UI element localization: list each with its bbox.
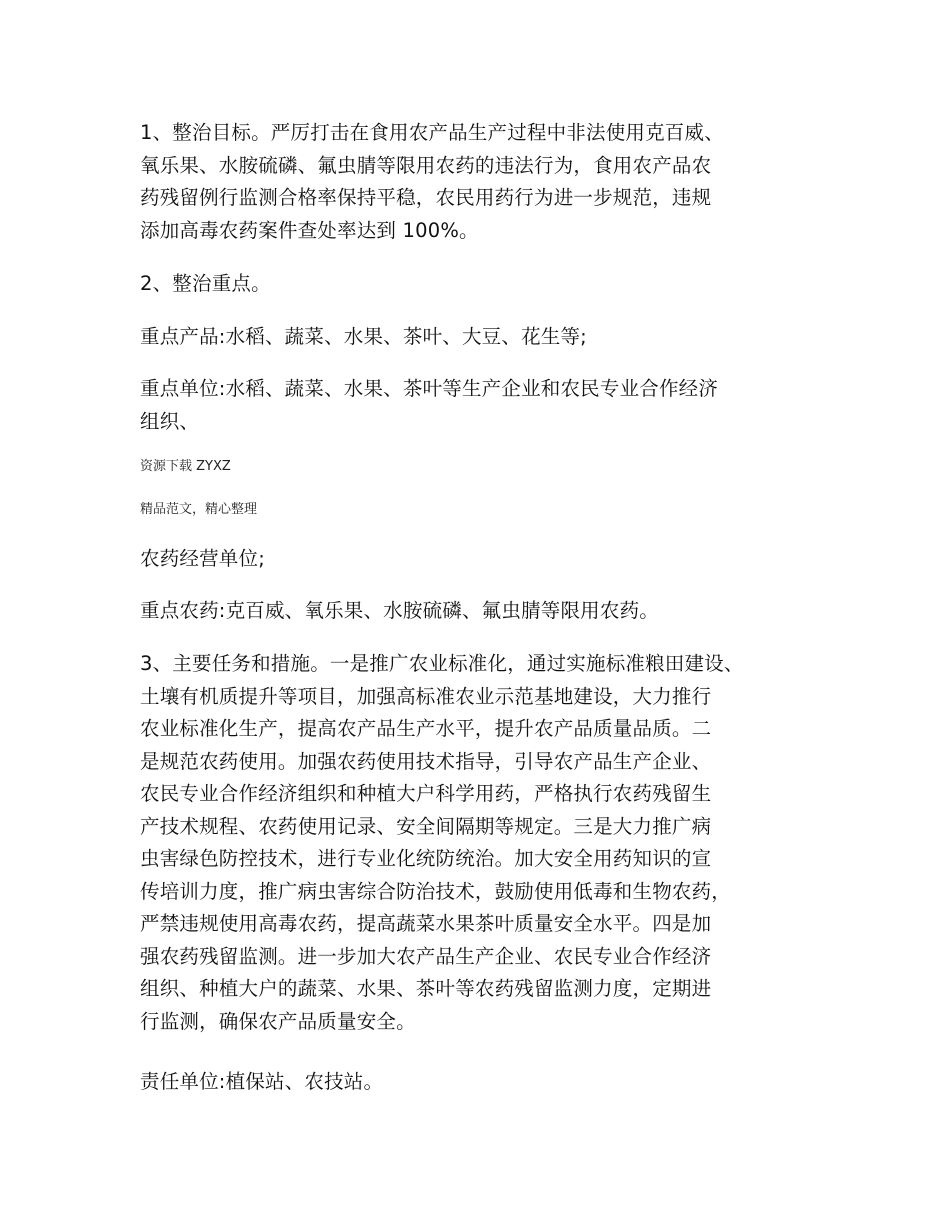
text-line: 是规范农药使用。加强农药使用技术指导，引导农产品生产企业、: [140, 749, 712, 773]
text-line: 责任单位:植保站、农技站。: [140, 1070, 384, 1093]
text-line: 严禁违规使用高毒农药，提高蔬菜水果茶叶质量安全水平。四是加: [140, 912, 712, 935]
resource-download-note: 资源下载 ZYXZ: [140, 459, 231, 474]
text-line: 1、整治目标。严厉打击在食用农产品生产过程中非法使用克百威、: [140, 121, 724, 144]
text-line: 农业标准化生产，提高农产品生产水平，提升农产品质量品质。二: [140, 717, 712, 740]
text-line: 重点农药:克百威、氧乐果、水胺硫磷、氟虫腈等限用农药。: [140, 599, 659, 622]
paragraph-responsible-units: [140, 1066, 830, 1099]
text-line: 农民专业合作经济组织和种植大户科学用药，严格执行农药残留生: [140, 782, 712, 805]
paragraph-rectification-focus: [140, 268, 830, 301]
text-line: 行监测，确保农产品质量安全。: [140, 1009, 416, 1033]
text-line: 虫害绿色防控技术，进行专业化统防统治。加大安全用药知识的宣: [140, 847, 712, 870]
paragraph-pesticide-dealers: [140, 543, 830, 576]
text-line: 组织、: [140, 409, 200, 433]
text-line: 重点产品:水稻、蔬菜、水果、茶叶、大豆、花生等;: [140, 325, 587, 348]
text-line: 重点单位:水稻、蔬菜、水果、茶叶等生产企业和农民专业合作经济: [140, 377, 719, 400]
paragraph-key-pesticides: [140, 595, 830, 628]
text-line: 添加高毒农药案件查处率达到 100%。: [140, 218, 479, 242]
text-line: 药残留例行监测合格率保持平稳，农民用药行为进一步规范，违规: [140, 186, 712, 209]
text-line: 2、整治重点。: [140, 272, 271, 295]
paragraph-key-products: [140, 321, 830, 354]
paragraph-key-units: [140, 373, 830, 438]
text-line: 组织、种植大户的蔬菜、水果、茶叶等农药残留监测力度，定期进: [140, 977, 712, 1000]
text-line: 传培训力度，推广病虫害综合防治技术，鼓励使用低毒和生物农药，: [140, 879, 732, 903]
text-line: 3、主要任务和措施。一是推广农业标准化，通过实施标准粮田建设、: [140, 652, 744, 675]
text-line: 土壤有机质提升等项目，加强高标准农业示范基地建设，大力推行: [140, 684, 712, 708]
text-line: 氧乐果、水胺硫磷、氟虫腈等限用农药的违法行为，食用农产品农: [140, 153, 712, 177]
text-line: 产技术规程、农药使用记录、安全间隔期等规定。三是大力推广病: [140, 814, 712, 838]
text-line: 农药经营单位;: [140, 547, 265, 570]
fine-essay-note: 精品范文，精心整理: [140, 502, 258, 517]
text-line: 强农药残留监测。进一步加大农产品生产企业、农民专业合作经济: [140, 944, 712, 968]
paragraph-main-tasks: [140, 648, 830, 1038]
paragraph-rectification-goal: [140, 117, 830, 247]
